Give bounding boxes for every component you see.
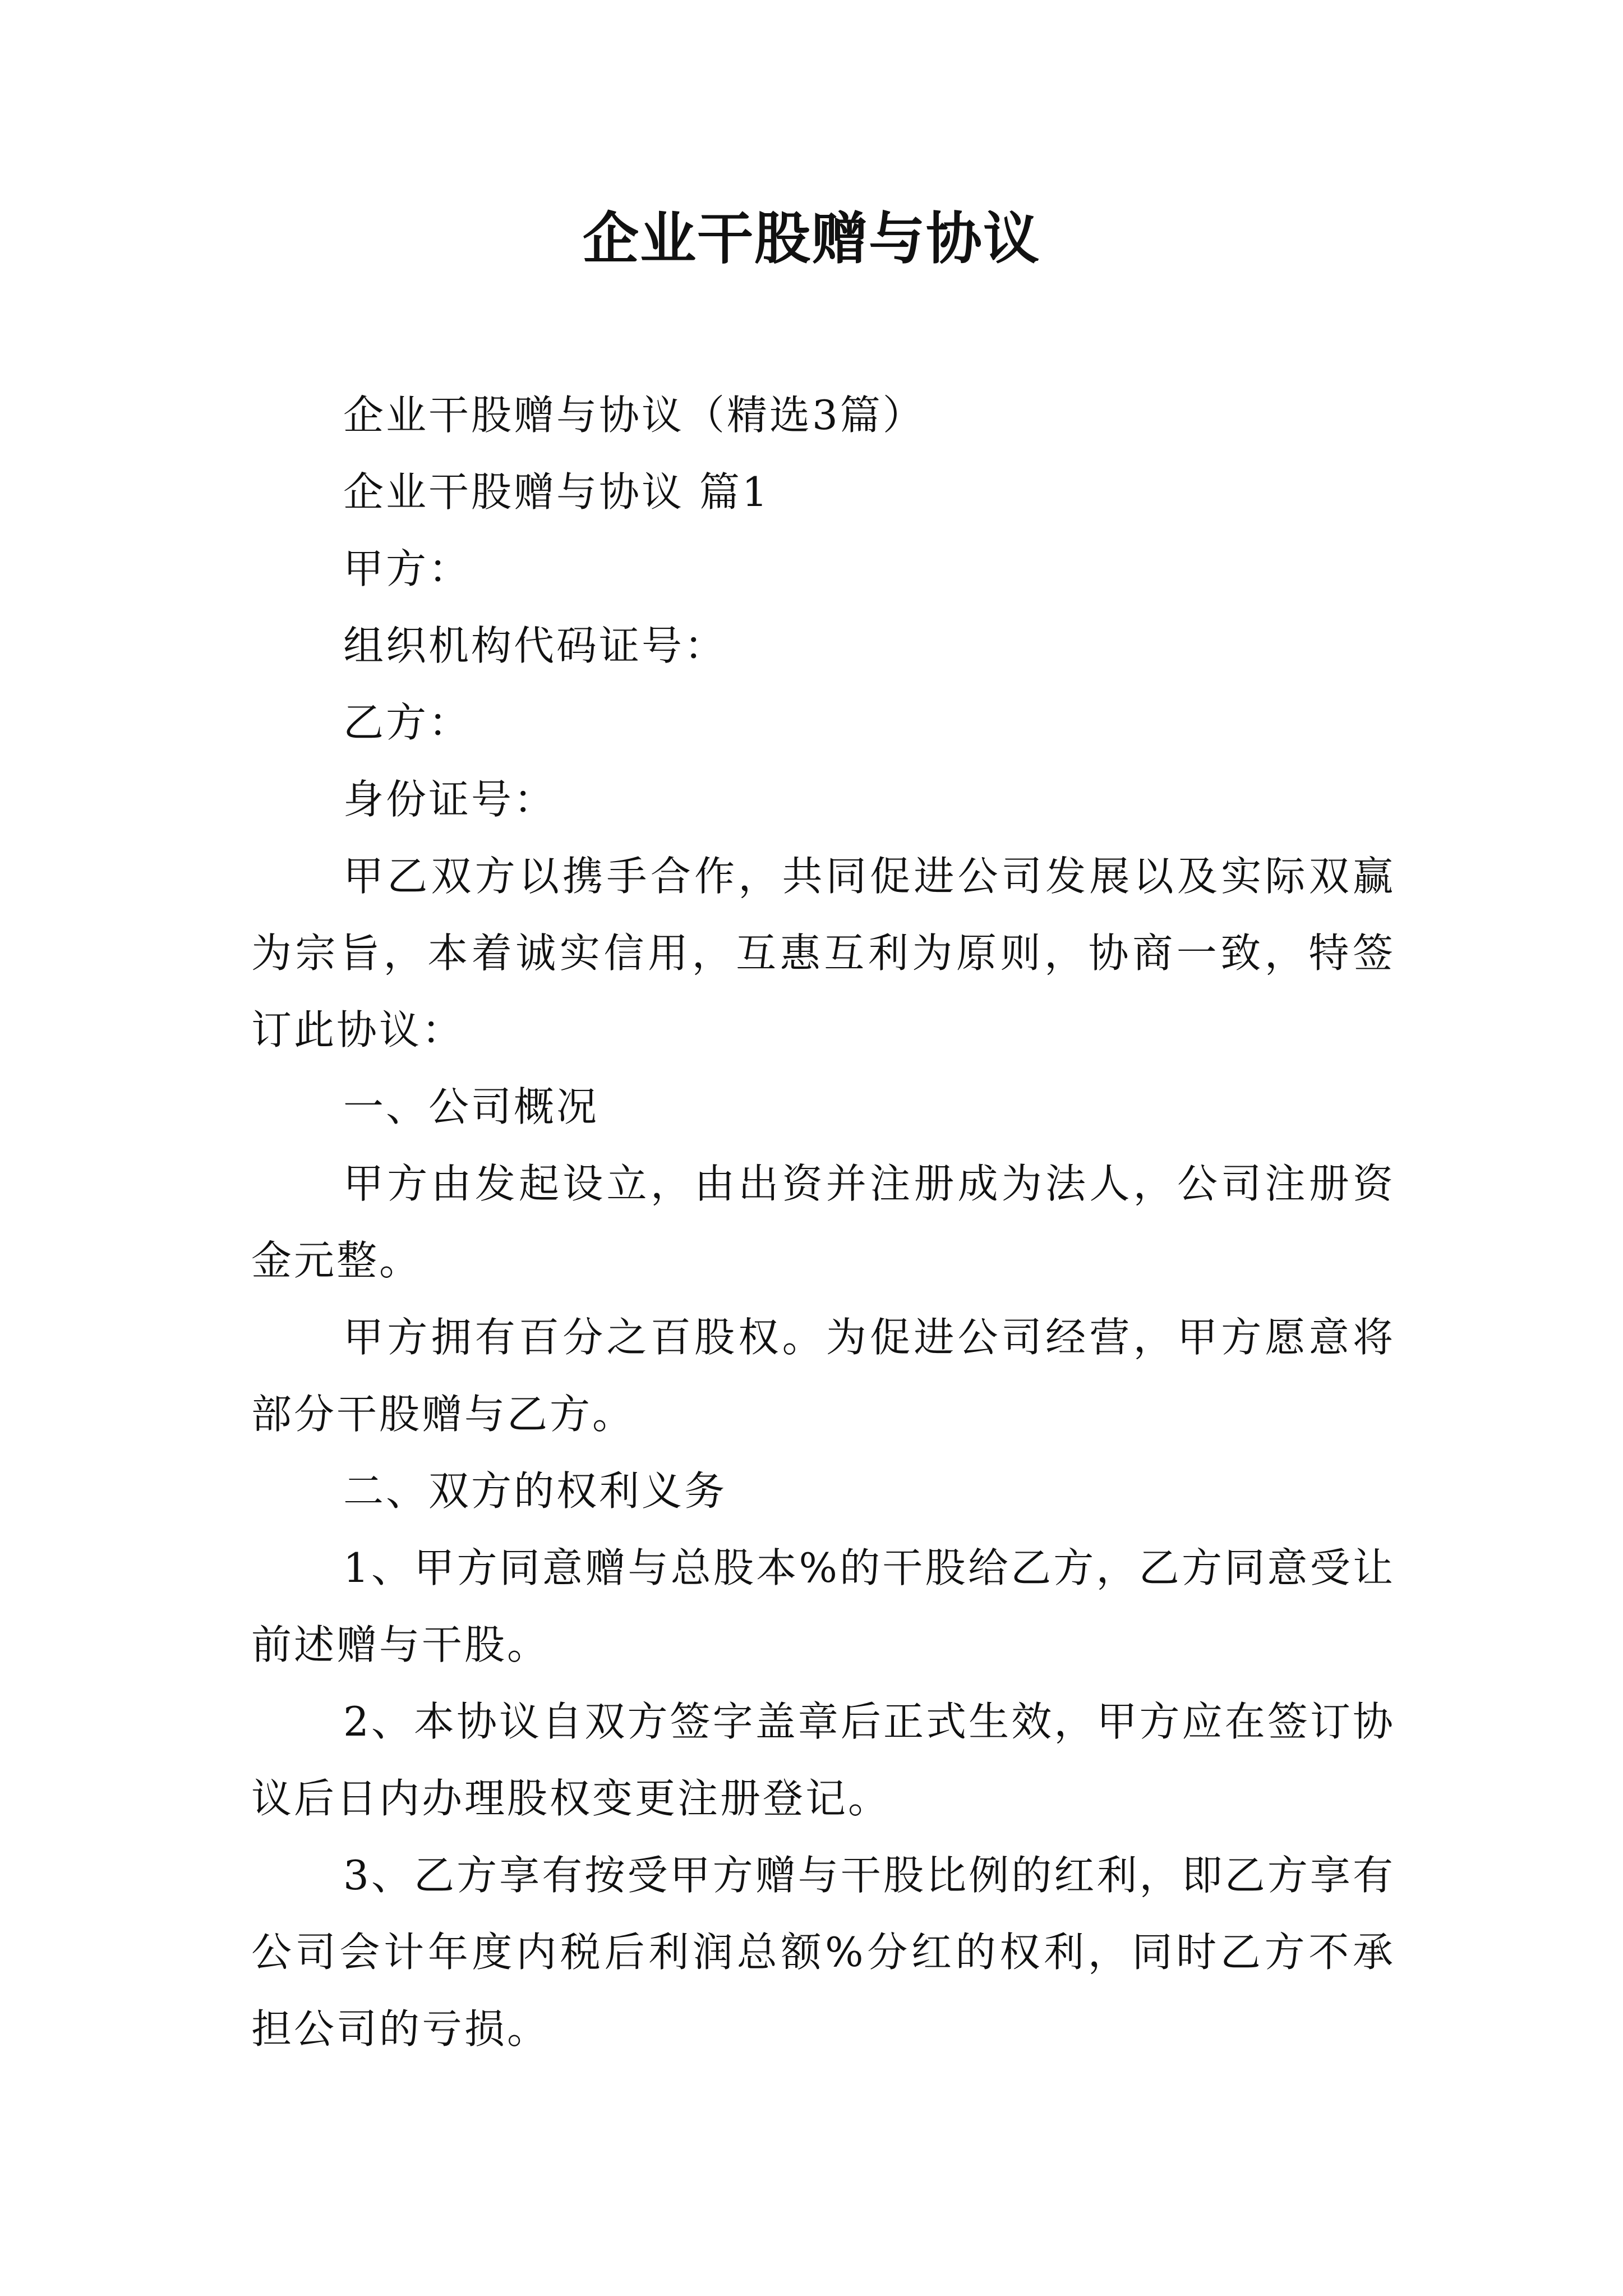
paragraph-company-registration: 甲方由发起设立，由出资并注册成为法人，公司注册资金元整。 [251, 1160, 1395, 1284]
paragraph-subtitle: 企业干股赠与协议（精选3篇） [343, 392, 925, 439]
paragraph-id-number: 身份证号： [343, 776, 557, 823]
paragraph-preamble: 甲乙双方以携手合作，共同促进公司发展以及实际双赢为宗旨，本着诚实信用，互惠互利为原则，协商一致，特签订此协议： [251, 853, 1395, 1053]
document-title: 企业干股赠与协议 [583, 205, 1040, 272]
paragraph-clause-2: 2、本协议自双方签字盖章后正式生效，甲方应在签订协议后日内办理股权变更注册登记。 [251, 1698, 1395, 1822]
paragraph-heading-company-overview: 一、公司概况 [343, 1083, 600, 1130]
document-body [251, 377, 1395, 2068]
paragraph-section-heading: 企业干股赠与协议 篇1 [343, 468, 770, 516]
paragraph-org-code: 组织机构代码证号： [343, 622, 727, 669]
paragraph-heading-rights-obligations: 二、双方的权利义务 [343, 1467, 727, 1515]
paragraph-equity-ownership: 甲方拥有百分之百股权。为促进公司经营，甲方愿意将部分干股赠与乙方。 [251, 1314, 1395, 1438]
paragraph-party-a: 甲方： [343, 545, 472, 592]
paragraph-party-b: 乙方： [343, 699, 472, 746]
paragraph-clause-3: 3、乙方享有按受甲方赠与干股比例的红利，即乙方享有公司会计年度内税后利润总额%分红的权利，同时乙方不承担公司的亏损。 [251, 1852, 1395, 2053]
paragraph-clause-1: 1、甲方同意赠与总股本%的干股给乙方，乙方同意受让前述赠与干股。 [251, 1544, 1395, 1668]
